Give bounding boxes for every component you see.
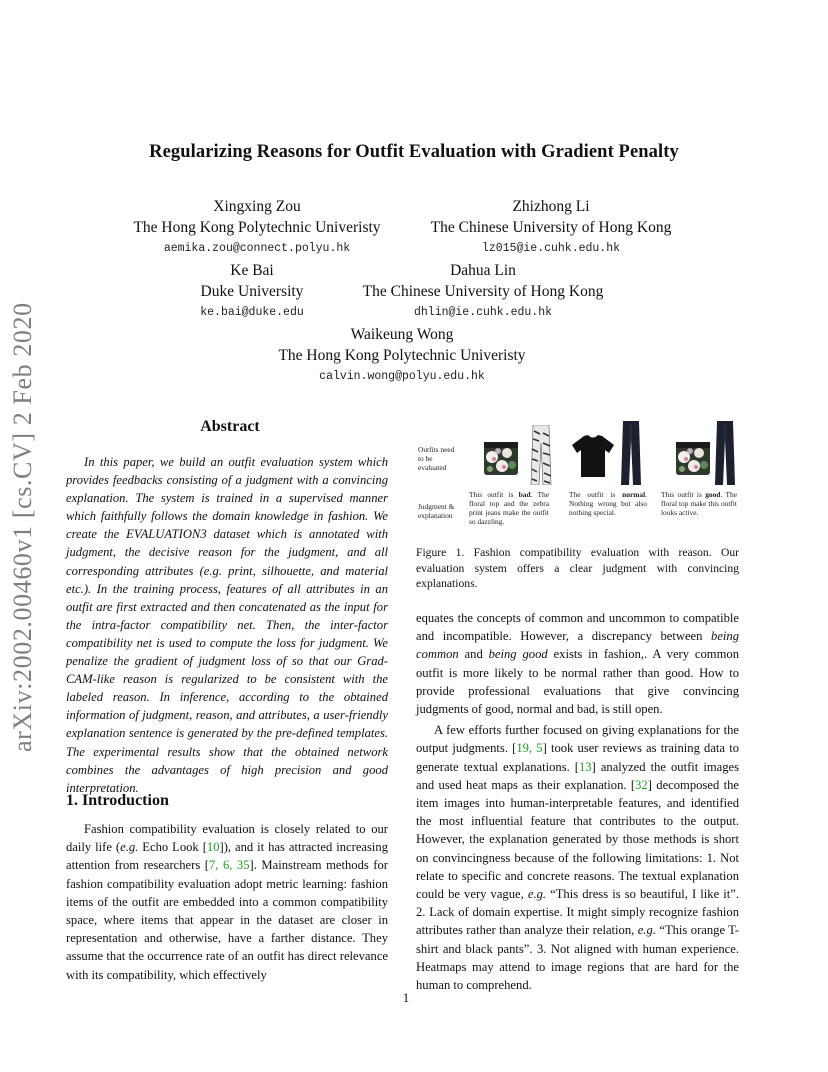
black-tshirt-image — [570, 433, 616, 479]
explanation-text: The outfit is — [569, 490, 623, 499]
intro-text: ]. Mainstream methods for fashion compatibility evaluation adopt metric learning: fashion items of the outfit are embedded into a common compatibility space, where items that appear in the dataset are closer in representation and otherwise, have a farther distance. They assume that the occurrence rate of an outfit has direct relevance with its compatibility, which effectively — [66, 858, 388, 982]
citation-link[interactable]: 19, 5 — [516, 741, 543, 756]
author-email: ke.bai@duke.edu — [200, 306, 304, 319]
author-name: Zhizhong Li — [512, 198, 590, 215]
author-block-3 — [180, 260, 324, 324]
body-text: ] took user reviews as training data to generate textual explanations. [ — [416, 741, 739, 774]
figure-caption: Figure 1. Fashion compatibility evaluation with reason. Our evaluation system offers a clear judgment with convincing explanations. — [416, 546, 739, 590]
author-affiliation: The Hong Kong Polytechnic Univeristy — [278, 347, 526, 364]
intro-paragraph — [66, 820, 388, 984]
black-jeans-image — [714, 421, 736, 485]
explanation-text: This outfit is — [661, 490, 706, 499]
abstract-text: In this paper, we build an outfit evaluation system which provides feedbacks consisting of a judgment with a convincing explanation. The system is trained in a supervised manner which faithfully follows the domain knowledge in fashion. We create the EVALUATION3 dataset which is annotated with judgment, the decisive reason for the judgment, and all corresponding attributes (e.g. print, silhouette, and material etc.). In the training process, features of all attributes in an outfit are first extracted and then concatenated as the input for the intra-factor compatibility net. Then, the inter-factor compatibility net is used to compute the loss for judgment. We penalize the gradient of judgment loss of so that our Grad-CAM-like reason is regularized to be consistent with the labeled reason. In inference, according to the obtained information of judgment, reason, and attributes, a user-friendly explanation sentence is generated by the pre-defined templates. The experimental results show that the obtained network combines the advantages of high precision and good interpretation. — [66, 455, 388, 795]
author-name: Waikeung Wong — [350, 326, 454, 343]
body-text: equates the concepts of common and uncommon to compatible and incompatible. However, a discrepancy between — [416, 611, 739, 644]
intro-text: Fashion compatibility evaluation is closely related to our daily life ( — [66, 822, 388, 855]
figure-1 — [416, 417, 740, 537]
figure-row-label: Outfits need to be evaluated — [418, 445, 455, 472]
citation-link[interactable]: 13 — [579, 759, 592, 774]
abstract-heading: Abstract — [200, 418, 260, 435]
author-email: dhlin@ie.cuhk.edu.hk — [413, 306, 553, 319]
body-italic: e.g. — [527, 887, 547, 902]
body-italic: being common — [416, 629, 739, 662]
body-text: ] analyzed the outfit images and used heat maps as their explanation. [ — [416, 759, 739, 792]
author-email: lz015@ie.cuhk.edu.hk — [481, 242, 621, 255]
author-block-2 — [425, 196, 677, 260]
explanation-normal — [569, 490, 647, 517]
body-italic: e.g. — [637, 923, 656, 938]
author-affiliation: The Hong Kong Polytechnic Univeristy — [133, 219, 381, 236]
explanation-text: . The floral top make this outfit looks active. — [661, 490, 738, 517]
judgment-label: bad — [518, 490, 531, 499]
explanation-text: . Nothing wrong but also nothing special. — [569, 490, 647, 517]
citation-link[interactable]: 10 — [206, 840, 220, 855]
author-name: Dahua Lin — [450, 262, 516, 279]
body-text: and — [458, 647, 489, 662]
author-affiliation: Duke University — [200, 283, 304, 300]
body-text: ] decomposed the item images into human-interpretable features, and identified the most influential feature that contributes to the output. However, the explanation generated by those methods is short on convincingness because of the following limitations: 1. Not relate to specific and concrete reasons. The textual explanation could be very vague, — [416, 777, 740, 902]
body-text: “This dress is so beautiful, I like it”. 2. Lack of domain expertise. It might simply recognize fashion attributes rather than analyze their relation, — [416, 887, 740, 938]
author-name: Ke Bai — [230, 262, 274, 279]
paragraph — [416, 609, 739, 718]
page-number: 1 — [402, 990, 410, 1005]
section-heading: 1. Introduction — [66, 792, 169, 809]
author-name: Xingxing Zou — [213, 198, 301, 215]
intro-text: ]), and it has attracted increasing attention from researchers [ — [66, 840, 388, 873]
intro-text: Echo Look [ — [138, 840, 207, 855]
explanation-good — [661, 490, 737, 517]
paragraph — [416, 721, 739, 994]
body-italic: being good — [488, 647, 548, 662]
body-text: “This orange T-shirt and black pants”. 3. Not aligned with human experience. Heatmaps may attend to image regions that are hard for the human to comprehend. — [416, 923, 739, 993]
floral-top-image — [668, 439, 718, 483]
floral-top-image — [476, 439, 526, 483]
explanation-bad — [469, 490, 549, 526]
judgment-label: normal — [622, 490, 646, 499]
author-email: calvin.wong@polyu.edu.hk — [319, 370, 485, 383]
black-jeans-image — [620, 421, 642, 485]
author-block-4 — [356, 260, 610, 324]
citation-link[interactable]: 7, 6, 35 — [208, 858, 250, 873]
author-block-1 — [128, 196, 386, 260]
explanation-text: . The floral top and the zebra print jeans make the outfit so dazzling. — [469, 490, 549, 526]
author-affiliation: The Chinese University of Hong Kong — [430, 219, 672, 236]
body-text: exists in fashion,. A very common outfit is more likely to be normal rather than good. How to provide professional evaluations that give convincing judgments of good, normal and bad, is still open. — [416, 647, 739, 717]
author-email: aemika.zou@connect.polyu.hk — [163, 242, 351, 255]
citation-link[interactable]: 32 — [635, 777, 648, 792]
judgment-label: good — [705, 490, 721, 499]
body-text: A few efforts further focused on giving explanations for the output judgments. [ — [416, 723, 739, 756]
author-affiliation: The Chinese University of Hong Kong — [362, 283, 604, 300]
explanation-text: This outfit is — [469, 490, 519, 499]
zebra-jeans-image — [530, 425, 552, 485]
arxiv-stamp: arXiv:2002.00460v1 [cs.CV] 2 Feb 2020 — [8, 302, 37, 752]
right-column-text — [416, 609, 739, 994]
paper-title: Regularizing Reasons for Outfit Evaluation with Gradient Penalty — [149, 142, 679, 162]
figure-row-label: Judgment & explanation — [418, 502, 455, 520]
author-block-5 — [262, 324, 542, 388]
intro-italic: e.g. — [120, 840, 139, 855]
